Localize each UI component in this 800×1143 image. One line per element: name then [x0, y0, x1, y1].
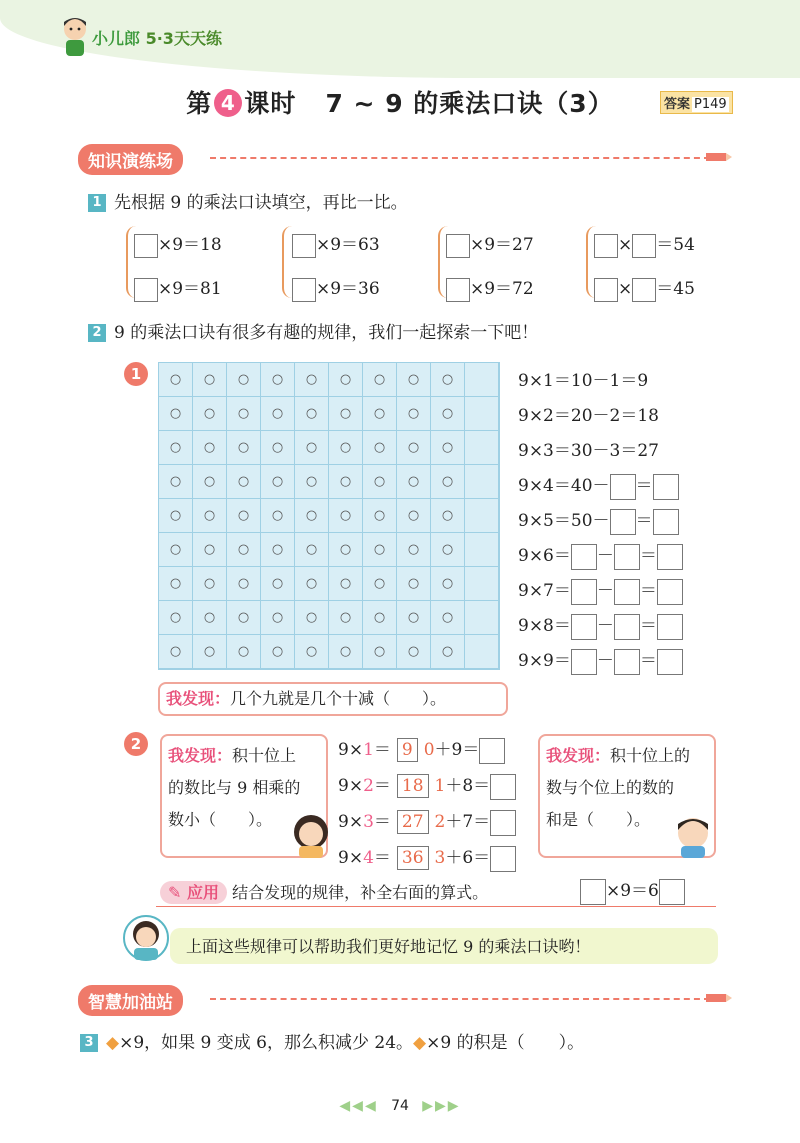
circle-mark: ○ — [193, 363, 227, 397]
circle-mark: ○ — [261, 635, 295, 669]
answer-box[interactable] — [571, 544, 597, 570]
answer-box[interactable] — [292, 234, 316, 258]
answer-box[interactable] — [571, 649, 597, 675]
circle-mark: ○ — [329, 499, 363, 533]
circle-mark: ○ — [227, 567, 261, 601]
rule-row: 9×3＝ 27 2＋7＝ — [338, 804, 516, 840]
equation: 9×3＝30－3＝27 — [518, 441, 659, 461]
rule-row: 9×2＝ 18 1＋8＝ — [338, 768, 516, 804]
page-number: 74 — [391, 1098, 409, 1114]
circle-mark: ○ — [329, 397, 363, 431]
answer-box[interactable] — [653, 474, 679, 500]
circle-mark: ○ — [431, 397, 465, 431]
question-text: 先根据 9 的乘法口诀填空，再比一比。 — [114, 193, 408, 213]
answer-label: 答案 — [664, 97, 691, 112]
answer-box[interactable] — [657, 614, 683, 640]
circle-mark: ○ — [431, 363, 465, 397]
grid-cell — [465, 635, 499, 669]
circle-mark: ○ — [363, 363, 397, 397]
diamond-icon: ◆ — [106, 1033, 120, 1053]
circle-mark: ○ — [363, 601, 397, 635]
grid-cell — [465, 363, 499, 397]
equation: 9×9＝ － ＝ — [518, 644, 683, 679]
equation: 9×5＝50－ ＝ — [518, 504, 683, 539]
grid-cell — [465, 533, 499, 567]
circle-mark: ○ — [159, 499, 193, 533]
circle-mark: ○ — [329, 363, 363, 397]
circle-mark: ○ — [295, 567, 329, 601]
circle-mark: ○ — [329, 567, 363, 601]
equation: × ＝54 — [594, 230, 695, 258]
answer-box[interactable] — [490, 774, 516, 800]
question-number: 2 — [88, 324, 106, 342]
discovery-box-1: 我发现：几个九就是几个十减（ ）。 — [158, 682, 508, 716]
circle-mark: ○ — [227, 533, 261, 567]
answer-box[interactable] — [594, 278, 618, 302]
pencil-icon — [706, 991, 732, 1005]
section-tag-challenge: 智慧加油站 — [78, 985, 183, 1016]
circle-mark: ○ — [295, 635, 329, 669]
circle-mark: ○ — [431, 533, 465, 567]
circle-mark: ○ — [397, 601, 431, 635]
part-2-badge: 2 — [124, 732, 148, 756]
pencil-icon — [706, 150, 732, 164]
apply-underline — [156, 906, 716, 907]
answer-box[interactable] — [292, 278, 316, 302]
product-box: 36 — [397, 846, 429, 870]
brand-name: 小儿郎 — [92, 29, 141, 48]
circle-mark: ○ — [159, 567, 193, 601]
circle-mark: ○ — [363, 499, 397, 533]
circle-mark: ○ — [363, 465, 397, 499]
boy-avatar-icon — [672, 812, 714, 858]
circle-mark: ○ — [159, 635, 193, 669]
answer-box[interactable] — [446, 234, 470, 258]
circle-mark: ○ — [363, 567, 397, 601]
grid-cell — [465, 499, 499, 533]
teacher-avatar-icon — [122, 914, 170, 964]
prev-arrows-icon: ◀◀◀ — [339, 1098, 378, 1114]
grid-cell — [465, 431, 499, 465]
circle-mark: ○ — [193, 499, 227, 533]
circle-mark: ○ — [295, 397, 329, 431]
answer-box[interactable] — [490, 846, 516, 872]
answer-box[interactable] — [632, 234, 656, 258]
grid-cell — [465, 567, 499, 601]
answer-box[interactable] — [571, 579, 597, 605]
answer-reference — [660, 91, 733, 114]
circle-mark: ○ — [431, 601, 465, 635]
equation: ×9＝63 — [292, 230, 380, 258]
equation: ×9＝27 — [446, 230, 534, 258]
answer-box[interactable] — [614, 544, 640, 570]
circle-mark: ○ — [227, 363, 261, 397]
circle-mark: ○ — [329, 635, 363, 669]
answer-box[interactable] — [134, 278, 158, 302]
circle-mark: ○ — [295, 601, 329, 635]
equation-list — [518, 364, 683, 679]
circle-mark: ○ — [261, 567, 295, 601]
circle-mark: ○ — [397, 465, 431, 499]
answer-box[interactable] — [571, 614, 597, 640]
equation: × ＝45 — [594, 274, 695, 302]
circle-mark: ○ — [193, 397, 227, 431]
answer-box[interactable] — [659, 879, 685, 905]
equation: 9×4＝40－ ＝ — [518, 469, 683, 504]
circle-mark: ○ — [295, 499, 329, 533]
equation: ×9＝18 — [134, 230, 222, 258]
circle-mark: ○ — [329, 465, 363, 499]
circle-mark: ○ — [295, 431, 329, 465]
equation: 9×7＝ － ＝ — [518, 574, 683, 609]
circle-mark: ○ — [193, 601, 227, 635]
answer-box[interactable] — [657, 544, 683, 570]
circle-mark: ○ — [397, 397, 431, 431]
circle-mark: ○ — [227, 499, 261, 533]
circle-mark: ○ — [227, 465, 261, 499]
section-divider — [210, 998, 710, 1000]
circle-mark: ○ — [431, 635, 465, 669]
circle-mark: ○ — [193, 635, 227, 669]
equation: ×9＝72 — [446, 274, 534, 302]
circle-mark: ○ — [431, 431, 465, 465]
diamond-icon: ◆ — [413, 1033, 427, 1053]
circle-mark: ○ — [261, 465, 295, 499]
circle-mark: ○ — [227, 431, 261, 465]
answer-box[interactable] — [614, 649, 640, 675]
circle-mark: ○ — [227, 635, 261, 669]
circle-mark: ○ — [159, 397, 193, 431]
circle-mark: ○ — [227, 601, 261, 635]
circle-mark: ○ — [295, 465, 329, 499]
title-topic: 7 ~ 9 的乘法口诀（3） — [325, 89, 614, 118]
section-tag-practice: 知识演练场 — [78, 144, 183, 175]
grid-cell — [465, 465, 499, 499]
answer-box[interactable] — [134, 234, 158, 258]
circle-grid — [158, 362, 500, 670]
footer-page — [0, 1098, 800, 1114]
question-number: 3 — [80, 1034, 98, 1052]
question-number: 1 — [88, 194, 106, 212]
circle-mark: ○ — [159, 431, 193, 465]
next-arrows-icon: ▶▶▶ — [422, 1098, 461, 1114]
equation: 9×2＝20－2＝18 — [518, 406, 659, 426]
title-suffix: 课时 — [244, 89, 297, 118]
grid-cell — [465, 397, 499, 431]
circle-mark: ○ — [193, 567, 227, 601]
answer-box[interactable] — [610, 474, 636, 500]
apply-equation: ×9＝6 — [580, 876, 685, 905]
circle-mark: ○ — [363, 533, 397, 567]
circle-mark: ○ — [261, 533, 295, 567]
digit-rule-list — [338, 732, 516, 876]
part-1-badge: 1 — [124, 362, 148, 386]
question-1 — [88, 188, 408, 213]
circle-mark: ○ — [397, 533, 431, 567]
equation: ×9＝81 — [134, 274, 222, 302]
circle-mark: ○ — [329, 601, 363, 635]
answer-page: P149 — [694, 97, 727, 112]
question-2 — [88, 318, 538, 343]
question-text: 9 的乘法口诀有很多有趣的规律，我们一起探索一下吧！ — [114, 323, 539, 343]
answer-box[interactable] — [594, 234, 618, 258]
equation: 9×6＝ － ＝ — [518, 539, 683, 574]
circle-mark: ○ — [159, 363, 193, 397]
circle-mark: ○ — [431, 567, 465, 601]
circle-mark: ○ — [261, 363, 295, 397]
circle-mark: ○ — [261, 601, 295, 635]
grid-cell — [465, 601, 499, 635]
circle-mark: ○ — [159, 533, 193, 567]
circle-mark: ○ — [431, 499, 465, 533]
answer-box[interactable] — [657, 649, 683, 675]
circle-mark: ○ — [363, 397, 397, 431]
circle-mark: ○ — [397, 567, 431, 601]
circle-mark: ○ — [261, 397, 295, 431]
answer-box[interactable] — [632, 278, 656, 302]
circle-mark: ○ — [227, 397, 261, 431]
equation: ×9＝36 — [292, 274, 380, 302]
circle-mark: ○ — [397, 499, 431, 533]
girl-avatar-icon — [290, 812, 332, 858]
question-3: 3 ◆×9，如果 9 变成 6，那么积减少 24。◆×9 的积是（ ）。 — [80, 1028, 584, 1053]
section-divider — [210, 157, 710, 159]
answer-box[interactable] — [490, 810, 516, 836]
answer-box[interactable] — [653, 509, 679, 535]
circle-mark: ○ — [397, 635, 431, 669]
product-box: 9 — [397, 738, 418, 762]
answer-box[interactable] — [657, 579, 683, 605]
circle-mark: ○ — [193, 431, 227, 465]
circle-mark: ○ — [261, 431, 295, 465]
brand-suffix: 5·3天天练 — [145, 29, 222, 48]
circle-mark: ○ — [159, 601, 193, 635]
answer-box[interactable] — [446, 278, 470, 302]
circle-mark: ○ — [329, 431, 363, 465]
circle-mark: ○ — [397, 363, 431, 397]
circle-mark: ○ — [431, 465, 465, 499]
circle-mark: ○ — [261, 499, 295, 533]
rule-row: 9×4＝ 36 3＋6＝ — [338, 840, 516, 876]
tip-text: 上面这些规律可以帮助我们更好地记忆 9 的乘法口诀哟！ — [186, 937, 591, 956]
answer-box[interactable] — [479, 738, 505, 764]
title-prefix: 第 — [186, 89, 213, 118]
circle-mark: ○ — [159, 465, 193, 499]
lesson-number: 4 — [214, 89, 242, 117]
answer-box[interactable] — [614, 579, 640, 605]
boy-mascot-icon — [58, 14, 92, 58]
rule-row: 9×1＝ 9 0＋9＝ — [338, 732, 516, 768]
product-box: 18 — [397, 774, 429, 798]
circle-mark: ○ — [193, 533, 227, 567]
discovery-box-3: 我发现：积十位上的 数与个位上的数的 和是（ ）。 — [538, 734, 716, 858]
answer-box[interactable] — [580, 879, 606, 905]
circle-mark: ○ — [193, 465, 227, 499]
equation: 9×1＝10－1＝9 — [518, 371, 649, 391]
answer-box[interactable] — [614, 614, 640, 640]
equation: 9×8＝ － ＝ — [518, 609, 683, 644]
brand-logo — [92, 26, 222, 49]
circle-mark: ○ — [363, 635, 397, 669]
apply-label: ✎ 应用 — [160, 881, 227, 904]
circle-mark: ○ — [363, 431, 397, 465]
discovery-box-2: 我发现：积十位上 的数比与 9 相乘的 数小（ ）。 — [160, 734, 328, 858]
answer-box[interactable] — [610, 509, 636, 535]
circle-mark: ○ — [397, 431, 431, 465]
product-box: 27 — [397, 810, 429, 834]
circle-mark: ○ — [295, 363, 329, 397]
circle-mark: ○ — [329, 533, 363, 567]
circle-mark: ○ — [295, 533, 329, 567]
apply-line: ✎ 应用 结合发现的规律，补全右面的算式。 — [160, 880, 488, 903]
